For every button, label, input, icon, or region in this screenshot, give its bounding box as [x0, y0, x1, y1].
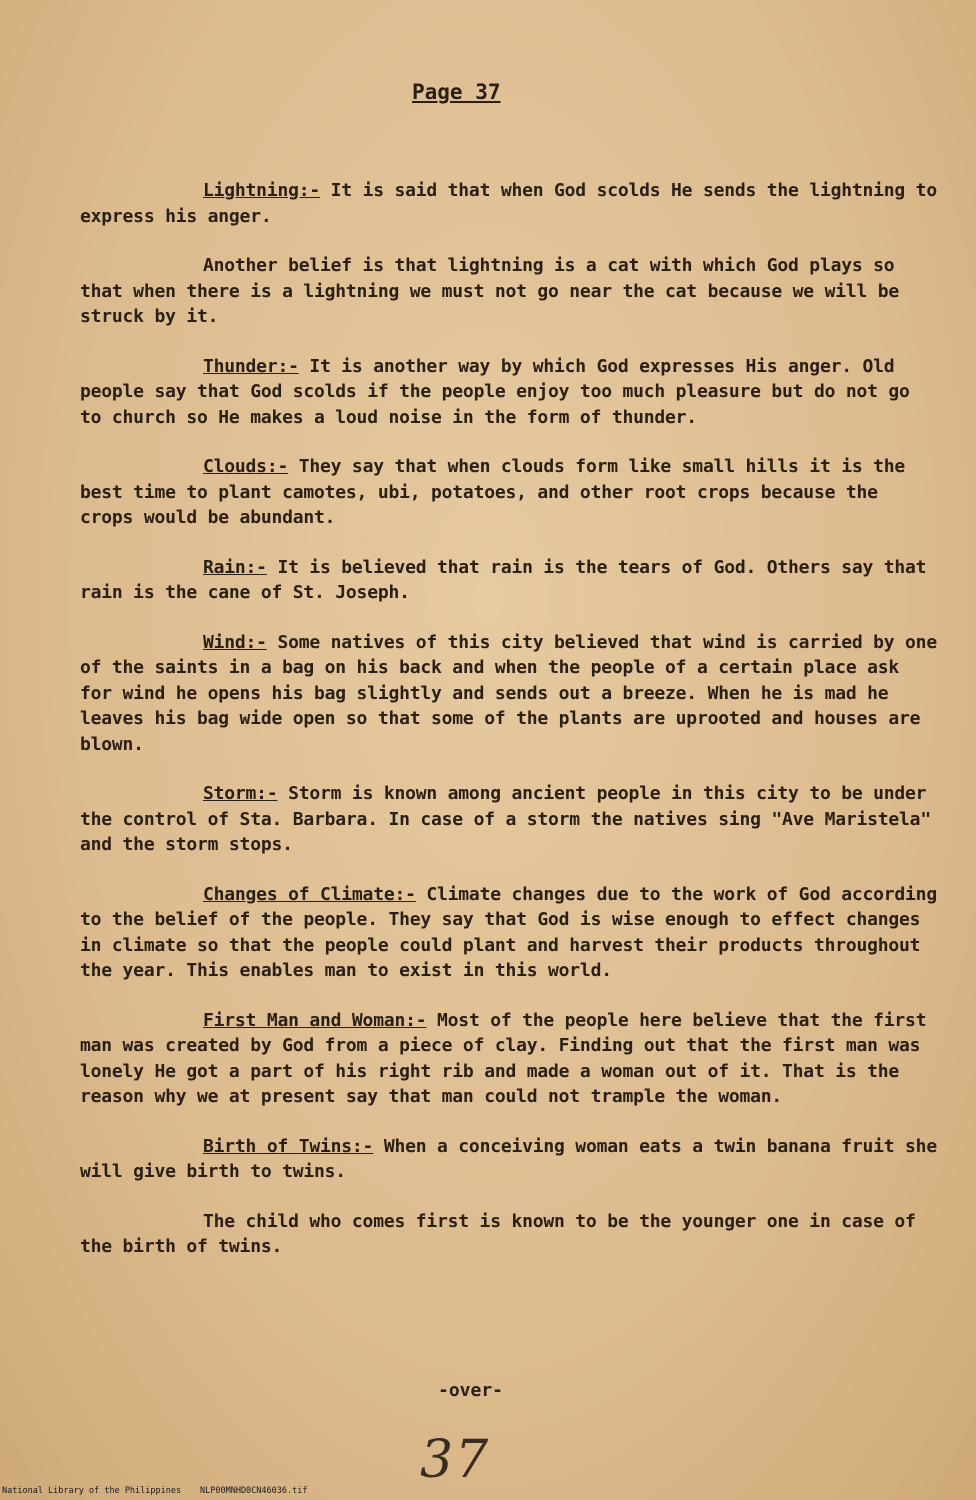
paragraph-first-man — [80, 1008, 940, 1110]
paragraph-text: They say that when clouds form like small hills it is the best time to plant camotes, ubi, potatoes, and other root crops because the crops would be abundant. — [80, 456, 906, 528]
term-lightning: Lightning:- — [203, 180, 321, 201]
term-thunder: Thunder:- — [203, 355, 299, 377]
document-body — [80, 178, 940, 1284]
term-first-man: First Man and Woman:- — [203, 1009, 427, 1031]
term-rain: Rain:- — [203, 556, 267, 578]
paragraph-text: It is another way by which God expresses His anger. Old people say that God scolds if the people enjoy too much pleasure but do not go to church so He makes a loud noise in the form of thunder. — [80, 355, 910, 428]
paragraph-text: It is said that when God scolds He sends the lightning to express his anger. — [80, 180, 937, 227]
page-title: Page 37 — [412, 80, 501, 104]
paragraph-text: Another belief is that lightning is a cat with which God plays so that when there is a lightning we must not go near the cat because we will be struck by it. — [80, 255, 900, 327]
paragraph-twins — [80, 1134, 940, 1185]
term-climate: Changes of Climate:- — [203, 883, 416, 905]
paragraph-twins-child — [80, 1209, 940, 1260]
paragraph-wind — [80, 630, 940, 758]
paragraph-text: Most of the people here believe that the first man was created by God from a piece of clay. Finding out that the first man was lonely He got a part of his right rib and made a woman out of it. That is the reason why we at present say that man could not trample the woman. — [80, 1009, 927, 1107]
library-credit: National Library of the Philippines — [2, 1486, 182, 1496]
paragraph-text: Climate changes due to the work of God according to the belief of the people. They say that God is wise enough to effect changes in climate so that the people could plant and harvest their products throughout the year. This enables man to exist in this world. — [80, 883, 937, 981]
paragraph-lightning-cat — [80, 253, 940, 330]
term-wind: Wind:- — [203, 631, 267, 653]
paragraph-storm — [80, 781, 940, 858]
paragraph-clouds — [80, 454, 940, 531]
term-storm: Storm:- — [203, 783, 278, 804]
paragraph-text: It is believed that rain is the tears of God. Others say that rain is the cane of St. Joseph. — [80, 556, 927, 603]
over-label: -over- — [438, 1380, 504, 1401]
paragraph-text: Storm is known among ancient people in this city to be under the control of Sta. Barbara. In case of a storm the natives sing "Ave Maristela" and the storm stops. — [80, 783, 931, 855]
term-twins: Birth of Twins:- — [203, 1135, 374, 1157]
paragraph-climate — [80, 882, 940, 984]
paragraph-rain — [80, 555, 940, 606]
paragraph-thunder — [80, 354, 940, 431]
scan-filename: NLP00MNHD0CN46036.tif — [200, 1486, 308, 1496]
handwritten-page-number: 37 — [420, 1430, 491, 1490]
term-clouds: Clouds:- — [203, 456, 289, 477]
paragraph-text: The child who comes first is known to be the younger one in case of the birth of twins. — [80, 1210, 916, 1257]
paragraph-text: Some natives of this city believed that wind is carried by one of the saints in a bag on his back and when the people of a certain place ask for wind he opens his bag slightly and sends out a breeze. When he is mad he leaves his bag wide open so that some of the plants are uprooted and houses are blown. — [80, 631, 937, 755]
paragraph-lightning — [80, 178, 940, 229]
paragraph-text: When a conceiving woman eats a twin banana fruit she will give birth to twins. — [80, 1135, 937, 1182]
